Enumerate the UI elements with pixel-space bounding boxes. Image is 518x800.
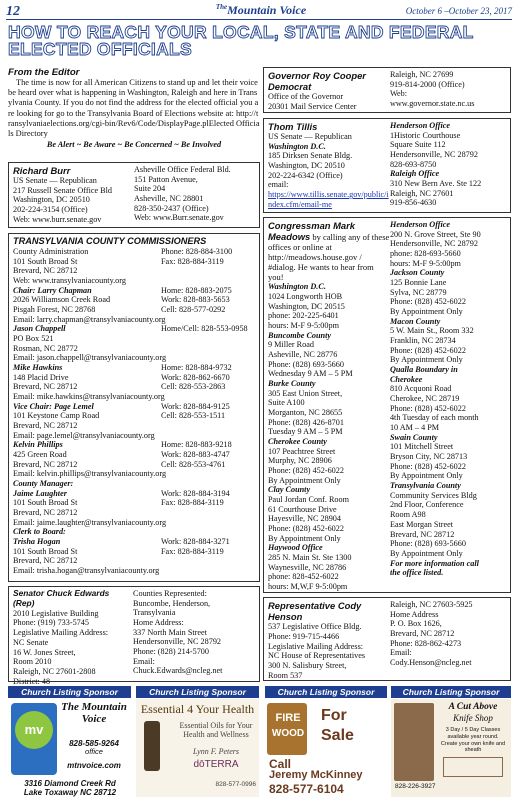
meadows-line: Suite A100 [268,398,305,408]
page-number: 12 [6,4,20,19]
kn-l2: available year round. [447,734,499,740]
henson-line: 300 N. Salisbury Street, [268,660,347,670]
sponsor-essential-health [136,699,259,797]
commissioner-cell: Email: jason.chappell@transylvaniacounty.org [13,353,167,363]
page-header [6,4,512,20]
chuck-edwards-box [8,586,260,686]
meadows-line: Phone: (828) 426-8701 [268,417,344,427]
mv-site: mtnvoice.com [67,761,121,770]
meadows-line: hours: M-F 9-5:00pm [268,320,339,330]
meadows-line: Washington, DC 20515 [268,301,345,311]
richard-burr-box [8,162,260,228]
tillis-henderson-head: Henderson Office [389,121,451,130]
tillis-left [268,151,390,190]
edwards-line: NC Senate [13,637,49,647]
commissioner-row [13,469,255,479]
commissioner-cell: Email: kelvin.phillips@transylvaniacounty.org [13,469,167,479]
commissioner-cell: Brevard, NC 28712 [13,556,78,566]
meadows-line: Franklin, NC 28734 [389,336,456,346]
sponsor-mountain-voice [8,699,131,797]
eh-tel: 828-577-0996 [215,781,256,788]
sponsor-header-4: Church Listing Sponsor [391,686,511,698]
burr-left [13,176,134,224]
meadows-line: 10 AM – 4 PM [389,423,440,433]
mv-addr2: Lake Toxaway NC 28712 [23,788,117,797]
eh-title: Essential 4 Your Health [140,702,255,716]
burr-line: 828-350-2437 (Office) [134,203,209,213]
sponsor-firewood [265,699,387,797]
meadows-line: 107 Peachtree Street [268,446,336,456]
henson-right [390,600,506,680]
tillis-title: Thom Tillis [268,121,318,132]
edwards-line: Room 2010 [13,657,52,667]
commissioner-row [13,315,255,325]
meadows-line: 101 Mitchell Street [389,442,454,452]
issue-date: October 6 –October 23, 2017 [405,6,512,16]
commissioner-row [13,479,255,489]
commissioner-row [13,334,255,344]
tillis-dc-head: Washington D.C. [268,141,326,151]
edwards-line: Chuck.Edwards@ncleg.net [133,666,223,676]
cooper-line: 20301 Mail Service Center [268,101,357,111]
kn-l3: Create your own knife and sheath [440,741,506,754]
commissioner-row [13,276,255,286]
sponsor-header-2: Church Listing Sponsor [136,686,259,698]
tillis-line: 310 New Bern Ave. Ste 122 [389,179,482,189]
burr-title: Richard Burr [13,165,71,176]
tillis-line: 1Historic Courthouse [389,130,461,140]
commissioner-cell: Email: larry.chapman@transylvaniacounty.org [13,314,166,324]
tillis-line: 185 Dirksen Senate Bldg. [268,151,353,161]
commissioner-cell: Jason Chappell [13,324,66,334]
commissioner-cell: PO Box 521 [13,333,54,343]
cooper-line: 919-814-2000 (Office) [389,79,465,89]
meadows-line: By Appointment Only [268,533,341,543]
meadows-office-head: Cherokee [389,374,423,384]
fw-word2: WOOD [271,728,305,739]
fw-name: Jeremy McKinney [269,769,363,781]
knife-icon [443,757,503,777]
edwards-line: 2010 Legislative Building [13,608,99,618]
mv-phone: 828-585-9264 [69,739,119,748]
tillis-line: 919-856-4630 [389,198,437,208]
meadows-right [390,220,506,592]
commissioner-cell: Clerk to Board: [13,527,66,537]
meadows-line: Brevard, NC 28712 [389,529,455,539]
commissioner-row [13,344,255,354]
commissioner-cell: Email: jaime.laughter@transylvaniacounty.org [13,517,167,527]
meadows-line: 125 Bonnie Lane [389,278,447,288]
edwards-line: Transylvania [133,608,176,618]
meadows-line: Cherokee, NC 28719 [389,394,460,404]
cooper-right [390,70,506,112]
commissioner-cell: Cell: 828-553-2863 [161,382,226,392]
eh-name: Lynn F. Peters [192,747,240,756]
commissioner-row [13,363,255,373]
meadows-office-head: Haywood Office [268,543,323,553]
commissioner-row [13,547,255,557]
fw-call: Call [269,757,292,771]
editor-body: The time is now for all American Citizens to stand up and let their voice be heard over what is happening in Washington, Raleigh and here in Transylvania County. If you do not find the address for the elected official you are looking for go to the Transylvania Board of Elections website at: http://transylvaniaelections.org/cgi-bin/Rev6/Code/DisplayPage.plElected Officials Directory [8,78,260,138]
commissioner-row [13,266,255,276]
commissioner-cell: Mike Hawkins [13,362,63,372]
burr-line: US Senate — Republican [13,176,97,186]
commissioner-row [13,247,255,257]
commissioner-row [13,295,255,305]
commissioner-cell: Pisgah Forest, NC 28768 [13,304,96,314]
commissioner-cell: Cell: 828-553-4761 [161,459,226,469]
commissioner-row [13,353,255,363]
henson-line: Phone: 828-862-4273 [389,638,462,648]
meadows-office-head: Macon County [389,316,441,326]
commissioner-row [13,518,255,528]
meadows-line: 61 Courthouse Drive [268,504,337,514]
eh-brand: dōTERRA [193,759,239,770]
meadows-line: 5 W. Main St., Room 332 [389,326,474,336]
commissioner-cell: Brevard, NC 28712 [13,266,78,276]
commissioner-row [13,431,255,441]
commissioner-row [13,373,255,383]
meadows-line: Phone: (828) 452-6022 [268,524,344,534]
commissioner-row [13,508,255,518]
edwards-left [13,609,133,686]
burr-line: 151 Patton Avenue, [134,174,198,184]
commissioner-cell: Email: mike.hawkins@transylvaniacounty.org [13,391,165,401]
meadows-line: Phone: (828) 693-5660 [389,539,466,549]
meadows-office-head: Henderson Office [389,220,451,229]
edwards-right [133,589,255,686]
meadows-left [268,282,390,592]
sponsor-knife-shop [391,699,511,797]
edwards-line: 16 W. Jones Street, [13,647,76,657]
meadows-line: 305 East Union Street, [268,388,343,398]
tillis-line: 828-693-8750 [389,159,437,169]
commissioner-cell: Work: 828-862-6670 [161,372,230,382]
meadows-line: Phone: (828) 452-6022 [389,345,466,355]
commissioner-row [13,402,255,412]
meadows-office-head: Swain County [389,432,438,442]
commissioner-cell: Home: 828-883-2075 [161,285,232,295]
commissioner-row [13,382,255,392]
henson-line: Raleigh, NC 27603-5925 [389,600,473,609]
kn-title: A Cut Above [448,702,498,712]
meadows-line: Morganton, NC 28655 [268,407,343,417]
fw-word1: FIRE [275,712,301,724]
kn-tel: 828-226-3927 [395,783,436,790]
meadows-line: hours: M,W,F 9-5:00pm [268,582,348,592]
meadows-line: Waynesville, NC 28786 [268,562,347,572]
commissioner-cell: Work: 828-884-9125 [161,401,230,411]
meadows-line: Murphy, NC 28906 [268,456,332,466]
commissioner-row [13,392,255,402]
meadows-intro: by calling any of these offices or online at http://meadows.house.gov / #dialog. He wants to hear from you! [268,232,390,283]
kn-l1: 3 Day / 5 Day Classes [445,727,501,733]
fw-sale: Sale [321,727,354,744]
commissioner-cell: 148 Placid Drive [13,372,69,382]
commissioner-cell: Brevard, NC 28712 [13,508,78,517]
commissioner-cell: 101 South Broad St [13,256,78,266]
tillis-line: Square Suite 112 [389,140,446,150]
commissioner-cell: Work: 828-883-5653 [161,295,230,305]
meadows-line: Phone: (828) 452-6022 [389,403,466,413]
page-headline: HOW TO REACH YOUR LOCAL, STATE AND FEDERAL ELECTED OFFICIALS [8,22,474,59]
commissioner-cell: Email: page.lemel@transylvaniacounty.org [13,430,155,440]
edwards-line: District: 48 [13,676,51,686]
masthead-the: The [215,3,228,11]
henson-line: 537 Legislative Office Bldg. [268,622,362,632]
meadows-line: phone: 828‑693‑5660 [389,249,461,259]
henson-line: Room 537 [268,670,303,680]
meadows-line: 2nd Floor, Conference [389,500,464,510]
meadows-office-head: Washington D.C. [268,282,326,292]
commissioners-title: TRANSYLVANIA COUNTY COMMISSIONERS [13,236,207,246]
meadows-office-head: Cherokee County [268,437,327,446]
meadows-line: 4th Tuesday of each month [389,413,479,423]
henson-line: Home Address [389,609,439,619]
commissioner-cell: 425 Green Road [13,449,67,459]
edwards-line: Email: [133,656,155,666]
mv-addr1: 3316 Diamond Creek Rd [24,779,116,788]
edwards-line: Raleigh, NC 27601-2808 [13,666,96,676]
commissioner-row [13,489,255,499]
henson-line: Legislative Mailing Address: [268,641,364,651]
meadows-line: Phone: (828) 452-6022 [268,466,344,476]
thom-tillis-box [263,118,511,213]
tillis-line: Raleigh, NC 27601 [389,188,454,198]
burr-line: Web: www.Burr.senate.gov [134,213,224,223]
commissioner-row [13,421,255,431]
henson-left [268,622,390,680]
editor-slogan: Be Alert ~ Be Aware ~ Be Concerned ~ Be Involved [46,139,222,149]
commissioner-cell: Jaime Laughter [13,488,67,498]
commissioner-cell: Home: 828-883-9218 [161,440,232,450]
meadows-line: By Appointment Only [389,471,463,481]
henson-line: Email: [389,648,412,658]
edwards-line: Phone: (828) 214-5700 [133,647,209,657]
meadows-line: 1024 Longworth HOB [268,291,343,301]
henson-line: P. O. Box 1626, [389,619,442,629]
commissioner-cell: Web: www.transylvaniacounty.org [13,275,126,285]
sponsor-header-3: Church Listing Sponsor [265,686,387,698]
commissioner-cell: Vice Chair: Page Lemel [13,401,94,411]
tillis-line: Hendersonville, NC 28792 [389,150,478,160]
meadows-line: East Morgan Street [389,519,454,529]
commissioner-row [13,324,255,334]
burr-right [134,165,255,224]
meadows-line: phone: 202‑225‑6401 [268,311,339,321]
commissioner-cell: Home/Cell: 828-553-0958 [161,324,248,334]
commissioner-row [13,286,255,296]
henson-title: Representative Cody Henson [268,600,362,623]
mark-meadows-box [263,217,511,593]
meadows-line: By Appointment Only [389,307,463,317]
mountain-voice-logo: mv [11,703,57,775]
cooper-left [268,92,390,111]
fw-for: For [321,707,347,724]
commissioner-cell: Work: 828-884-3271 [161,537,230,547]
commissioner-cell: Brevard, NC 28712 [13,420,78,430]
meadows-office-head: For more information call [389,558,479,568]
meadows-office-head: Transylvania County [389,481,461,491]
commissioner-row [13,257,255,267]
tillis-raleigh-head: Raleigh Office [389,169,440,179]
meadows-office-head: Buncombe County [268,330,332,340]
cooper-line: www.governor.state.nc.us [389,99,475,109]
edwards-line: Counties Represented: [133,589,207,598]
edwards-line: 337 North Main Street [133,627,207,637]
commissioner-cell: County Administration [13,246,89,256]
meadows-office-head: the office listed. [389,568,444,578]
commissioner-cell: Brevard, NC 28712 [13,382,78,392]
meadows-line: 200 N. Grove Street, Ste 90 [389,229,481,239]
mv-name: The Mountain Voice [61,701,127,725]
burr-line: 202-224-3154 (Office) [13,205,88,215]
meadows-line: Phone: (828) 693-5660 [268,359,344,369]
meadows-office-head: Burke County [268,378,316,388]
fw-phone: 828-577-6104 [269,782,344,796]
burr-line: Washington, DC 20510 [13,195,90,205]
meadows-line: 810 Acquoni Road [389,384,452,394]
edwards-line: Hendersonville, NC 28792 [133,637,222,647]
edwards-line: Legislative Mailing Address: [13,628,109,638]
commissioner-cell: 101 South Broad St [13,546,78,556]
tillis-email-link[interactable]: https://www.tillis.senate.gov/public/index.cfm/email-me [268,190,389,209]
meadows-line: By Appointment Only [268,475,341,485]
mv-office: office [85,747,103,756]
commissioner-row [13,411,255,421]
tillis-line: Washington, DC 20510 [268,161,345,171]
meadows-line: By Appointment Only [389,355,463,365]
meadows-line: Phone: (828) 452-6022 [389,461,466,471]
meadows-line: Bryson City, NC 28713 [389,452,468,462]
commissioner-row [13,556,255,566]
commissioner-row [13,498,255,508]
commissioner-cell: Email: trisha.hogan@transylvaniacounty.org [13,566,160,576]
commissioner-cell: Fax: 828-884-3119 [161,256,224,266]
commissioner-cell: Home: 828-884-9732 [161,362,232,372]
burr-line: Web: www.burr.senate.gov [13,214,102,224]
commissioner-row [13,460,255,470]
henson-line: Phone: 919-715-4466 [268,631,340,641]
cody-henson-box [263,597,511,681]
meadows-line: Paul Jordan Conf. Room [268,495,349,505]
commissioner-cell: 2026 Williamson Creek Road [13,295,111,305]
commissioner-cell: Brevard, NC 28712 [13,459,78,469]
tillis-party: US Senate — Republican [268,132,352,142]
meadows-office-head: Jackson County [389,268,445,278]
kn-sub: Knife Shop [453,713,493,723]
meadows-office-head: Clay County [268,485,311,495]
meadows-line: Wednesday 9 AM – 5 PM [268,369,353,379]
meadows-line: 285 N. Main St. Ste 1300 [268,553,352,563]
meadows-line: Phone: (828) 452-6022 [389,297,466,307]
tillis-right2 [390,179,506,208]
commissioner-cell: Phone: 828-884-3100 [161,246,233,256]
commissioner-cell: Cell: 828-553-1511 [161,411,226,421]
meadows-office-head: Qualla Boundary in [389,365,458,375]
meadows-line: Hayesville, NC 28904 [268,514,341,524]
burr-line: Asheville, NC 28801 [134,194,204,204]
editor-note [8,67,260,149]
burr-line: Suite 204 [134,184,166,194]
meadows-line: Asheville, NC 28776 [268,349,338,359]
henson-line: Cody.Henson@ncleg.net [389,658,472,668]
meadows-title: Congressman Mark Meadows [268,220,356,243]
edwards-line: Home Address: [133,618,184,628]
eh-line: Essential Oils for Your Health and Wellness [179,721,253,740]
commissioner-row [13,440,255,450]
meadows-line: 9 Miller Road [268,340,314,350]
meadows-line: Community Services Bldg [389,490,477,500]
sponsor-header-1: Church Listing Sponsor [8,686,131,698]
commissioner-row [13,527,255,537]
commissioner-cell: Work: 828-884-3194 [161,488,230,498]
burr-line: Asheville Office Federal Bld. [134,165,231,174]
commissioner-row [13,537,255,547]
edwards-title: Senator Chuck Edwards (Rep) [13,588,110,608]
commissioner-cell: 101 Keystone Camp Road [13,411,100,421]
commissioner-cell: Work: 828-883-4747 [161,449,230,459]
commissioner-cell: Trisha Hogan [13,537,61,547]
tillis-line: email: [268,180,289,190]
cooper-party: Democrat [268,81,312,93]
commissioner-cell: Chair: Larry Chapman [13,285,92,295]
commissioner-cell: Kelvin Phillips [13,440,63,450]
henson-line: NC House of Representatives [268,651,366,661]
commissioner-row [13,450,255,460]
tillis-line: 202-224-6342 (Office) [268,170,343,180]
editor-title: From the Editor [8,67,80,78]
meadows-line: By Appointment Only [389,548,463,558]
meadows-line: Room A98 [389,510,426,520]
cooper-line: Raleigh, NC 27699 [389,70,454,79]
commissioner-cell: Cell: 828-577-0292 [161,304,226,314]
commissioner-cell: 101 South Broad St [13,498,78,508]
oil-bottle-icon [144,721,160,771]
edwards-line: Phone: (919) 733-5745 [13,618,89,628]
cooper-line: Office of the Governor [268,92,344,102]
burr-line: 217 Russell Senate Office Bld [13,185,112,195]
commissioner-row [13,305,255,315]
masthead-title: Mountain Voice [227,3,307,17]
meadows-line: phone: 828‑452‑6022 [268,572,339,582]
knifemaker-photo [394,703,434,781]
commissioner-cell: County Manager: [13,478,74,488]
commissioner-cell: Fax: 828-884-3119 [161,546,224,556]
masthead [176,3,346,17]
commissioner-cell: Rosman, NC 28772 [13,343,78,353]
tillis-right [390,131,506,170]
commissioners-list [13,247,255,576]
meadows-line: Hendersonville, NC 28792 [389,239,478,249]
meadows-line: Sylva, NC 28779 [389,287,447,297]
roy-cooper-box [263,67,511,113]
henson-line: Brevard, NC 28712 [389,629,455,639]
cooper-title: Governor Roy Cooper [268,70,366,81]
edwards-line: Buncombe, Henderson, [133,598,211,608]
commissioner-cell: Fax: 828-884-3119 [161,498,224,508]
county-commissioners-box [8,233,260,582]
meadows-line: Tuesday 9 AM – 5 PM [268,427,343,437]
commissioner-row [13,566,255,576]
meadows-line: hours: M-F 9-5:00pm [389,258,461,268]
cooper-line: Web: [389,89,408,99]
